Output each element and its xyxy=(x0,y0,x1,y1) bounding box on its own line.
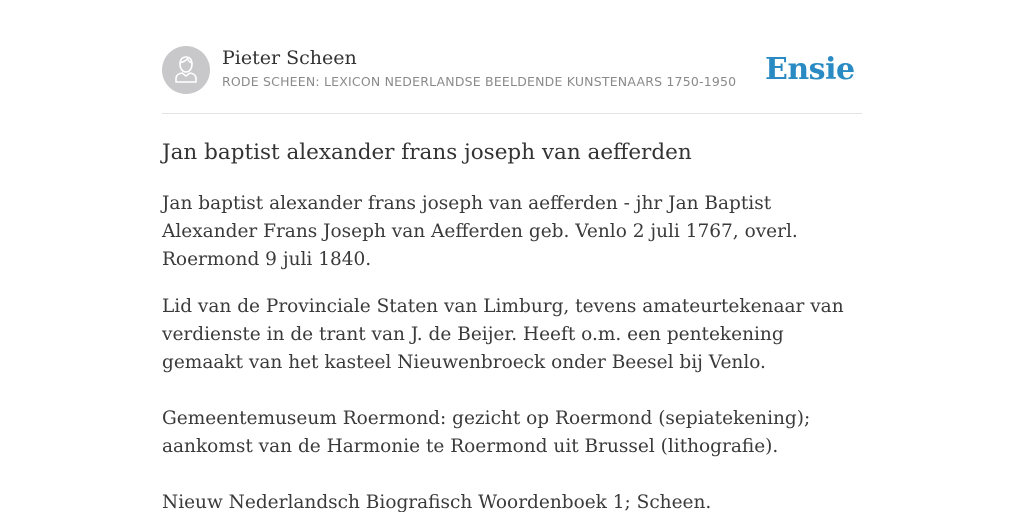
header xyxy=(162,46,862,96)
divider xyxy=(162,113,862,114)
user-icon xyxy=(162,46,210,94)
paragraph-references: Nieuw Nederlandsch Biografisch Woordenboek 1; Scheen. xyxy=(162,492,712,512)
paragraph-intro: Jan baptist alexander frans joseph van aefferden - jhr Jan Baptist Alexander Frans Joseph van Aefferden geb. Venlo 2 juli 1767, overl. Roermond 9 juli 1840. xyxy=(162,193,798,270)
author-name[interactable]: Pieter Scheen xyxy=(222,47,357,69)
ensie-logo[interactable]: Ensie xyxy=(765,52,855,87)
avatar[interactable] xyxy=(162,46,210,94)
article-body xyxy=(162,190,867,512)
paragraph-collections: Gemeentemuseum Roermond: gezicht op Roermond (sepiatekening); aankomst van de Harmonie te Roermond uit Brussel (lithografie). xyxy=(162,408,811,457)
paragraph-biography: Lid van de Provinciale Staten van Limburg, tevens amateurtekenaar van verdienste in de trant van J. de Beijer. Heeft o.m. een pentekening gemaakt van het kasteel Nieuwenbroeck onder Beesel bij Venlo. xyxy=(162,296,844,373)
page-title: Jan baptist alexander frans joseph van aefferden xyxy=(162,140,692,165)
source-title[interactable]: RODE SCHEEN: LEXICON NEDERLANDSE BEELDENDE KUNSTENAARS 1750-1950 xyxy=(222,74,737,89)
